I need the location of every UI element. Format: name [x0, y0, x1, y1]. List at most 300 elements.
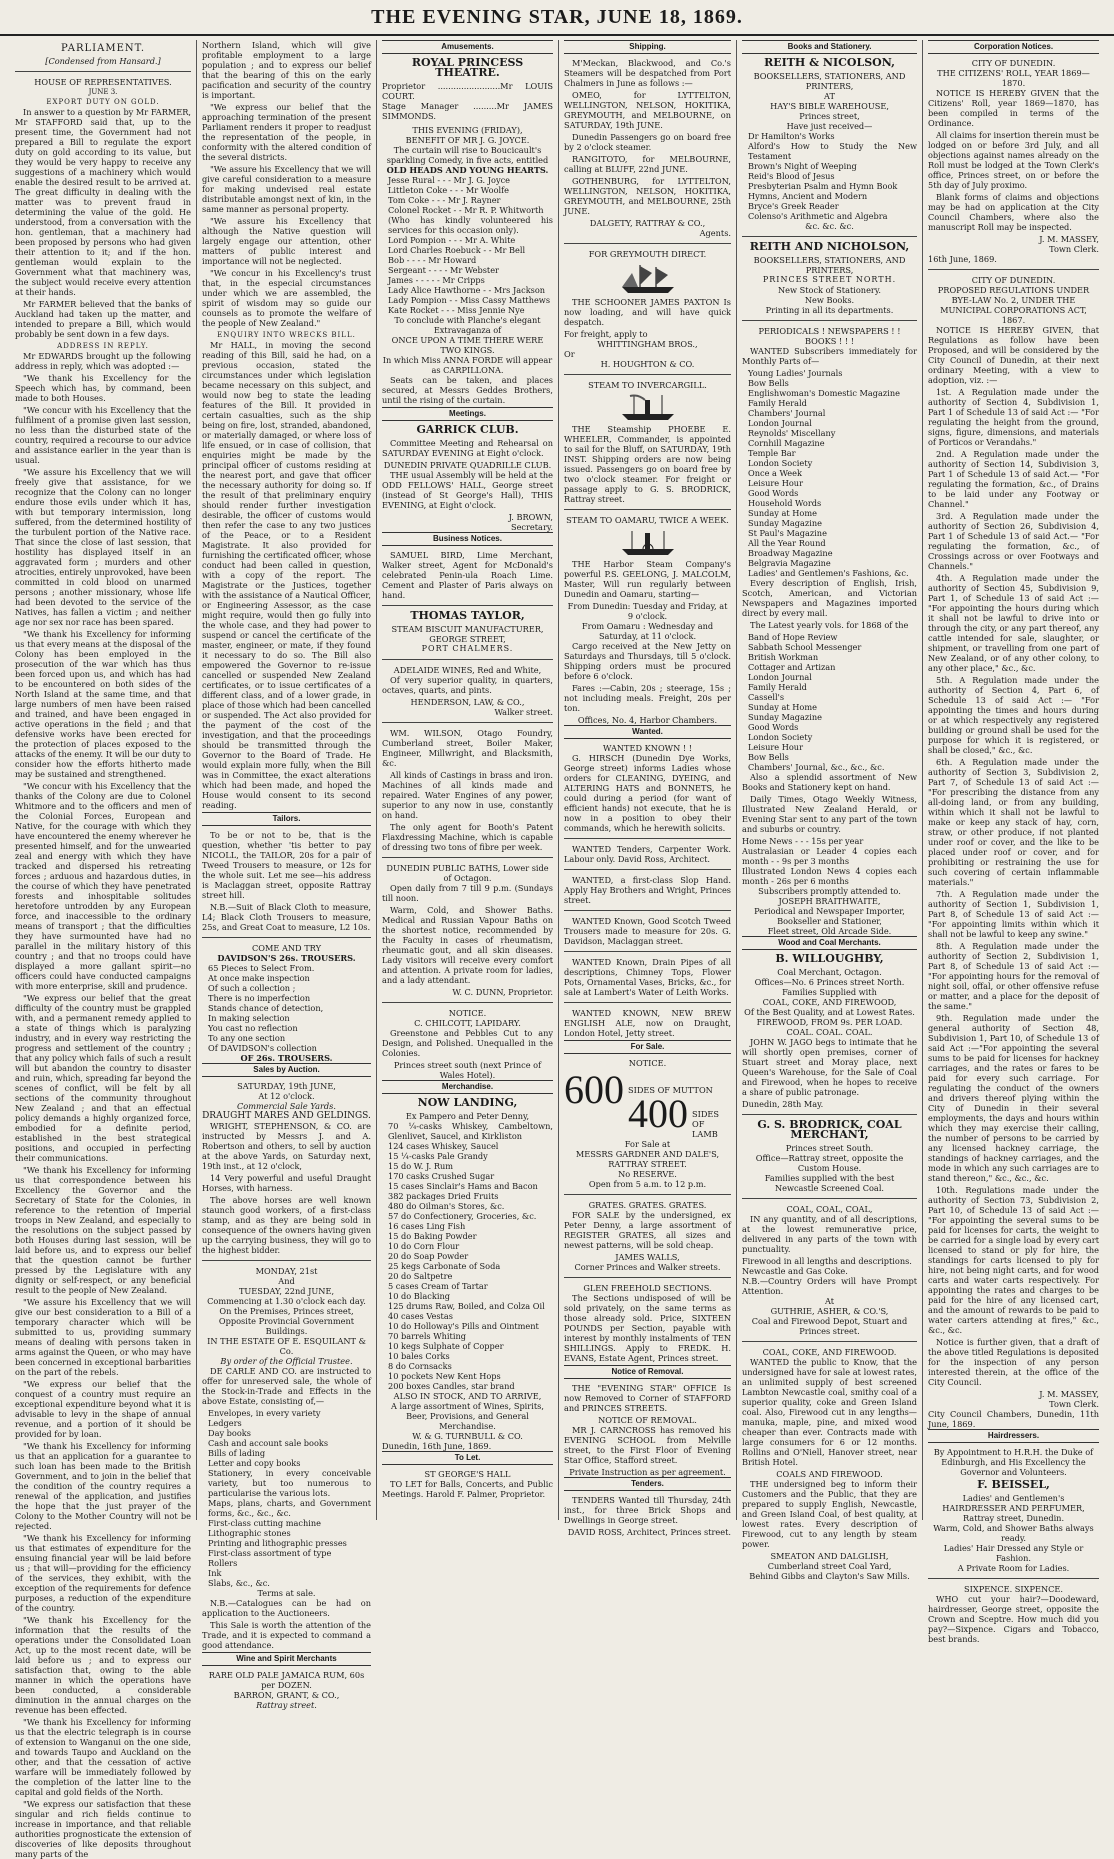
new-books: New Books. — [804, 295, 855, 305]
goods-item: 70 barrels Whiting — [388, 1331, 466, 1341]
glen-text: The Sections undisposed of will be sold privately, on the same terms as those already sold. Price, SIXTEEN POUNDS per Section, payable with interest by monthly instalments of TEN SHILLINGS. Apply to FREDK. H. EVANS, Estate Agent, Princes street. — [564, 1293, 731, 1363]
goods-item: 15 ¼-casks Pale Grandy — [388, 1151, 488, 1161]
oamaru: STEAM TO OAMARU, TWICE A WEEK. — [566, 515, 729, 525]
rattray-dunedin: Rattray street, Dunedin. — [962, 1513, 1065, 1523]
goods-item: 40 cases Vestas — [388, 1311, 453, 1321]
also-in-stock: ALSO IN STOCK, AND TO ARRIVE, — [393, 1391, 542, 1401]
adelaide: ADELAIDE WINES, Red and White, — [393, 665, 542, 675]
sixpence: SIXPENCE. SIXPENCE. — [964, 1584, 1063, 1594]
stock-item: Cash and account sale books — [208, 1438, 329, 1448]
article-paragraph: "We assure his Excellency that we will give our best consideration to a Bill of a temporary character which will be submitted to us, providing summary means of dealing with persons taken in arms against the Queen, or who may have been concerned in exceptional barbarities on the part of the rebels. — [15, 1297, 191, 1377]
masthead — [0, 6, 1114, 36]
lamb-label: SIDES OF LAMB — [692, 1109, 719, 1139]
regulation-item: 10th. Regulations made under the authority of Section 73, Subdivision 2, Part 10, of Schedule 13 of said Act :— "For appointing the several sums to be paid for licenses for carts, the weight to be carried for a single load by every cart licensed to stand or ply for hire, the standings for carts licensed to ply for hire, not being night carts, and for wood carts and water carts respectively. For appointing the rates and charges to be paid for the hire of any licensed cart, and the amount of rewards to be paid to water carters attending at fires," &c., &c., &c. — [928, 1185, 1099, 1335]
yearly-item: Leisure Hour — [748, 742, 803, 752]
order: By order of the Official Trustee. — [220, 1356, 353, 1366]
printing: Printing in all its departments. — [765, 305, 894, 315]
goods-list — [382, 1121, 553, 1391]
to-let-text: TO LET for Balls, Concerts, and Public Meetings. Harold F. Palmer, Proprietor. — [382, 1479, 553, 1499]
regulation-item: 1st. A Regulation made under the authority of Section 4, Subdivision 1, Part 1 of Schedule 13 of said Act :— "For regulating the height from the ground, signs, figure, dimensions, and materials of Porticos or Verandahs." — [928, 387, 1099, 447]
hays: HAY'S BIBLE WAREHOUSE, — [770, 101, 889, 111]
section-hairdressers: Hairdressers. — [928, 1429, 1099, 1443]
magazine-item: All the Year Round — [748, 538, 826, 548]
section-tailors: Tailors. — [202, 812, 371, 826]
newcastle: Families supplied with the best Newcastle Screened Coal. — [764, 1173, 895, 1193]
conclude: To conclude with Planche's elegant Extravaganza of — [394, 315, 541, 335]
magazine-item: Household Words — [748, 498, 822, 508]
magazine-item: Sunday at Home — [748, 508, 817, 518]
braithwaite-2: Periodical and Newspaper Importer, Bookseller and Stationer, — [754, 906, 905, 926]
open-hours: Open from 5 a.m. to 12 p.m. — [588, 1179, 707, 1189]
mutton-row — [564, 1067, 731, 1112]
yearly-item: Family Herald — [748, 682, 807, 692]
wanted-ad: WANTED Known, Drain Pipes of all descriptions, Chimney Tops, Flower Pots, Ornamental Vases, Bricks, &c., for sale at Lambert's Water of Leith Works. — [564, 957, 731, 997]
stock-item: Day books — [208, 1428, 251, 1438]
for-sale-at: For Sale at — [624, 1139, 671, 1149]
goods-item: 125 drums Raw, Boiled, and Colza Oil — [388, 1301, 545, 1311]
article-paragraph: Mr HALL, in moving the second reading of this Bill, said he had, on a previous occasion, stated the circumstances under which legislation became necessary on this subject, and would now beg to state the leading features of the Bill. It provided in certain casualties, such as the ship being on fire, lost, stranded, abandoned, or materially damaged, or where loss of life ensued, or in case of collision, that enquiries might be made by the principal officer of customs residing at the nearest port, and gave that officer the necessary authority for doing so. If the result of that preliminary enquiry should render further investigation desirable, the officer of customs would then refer the case to any two justices of the Peace, or to a Resident Magistrate. It also provided for furnishing the certificated officer, whose conduct had been called in question, with a copy of the report. The Magistrate or the Justices, together with the assistance of a Nautical Officer, or Engineering Assessor, as the case might require, would then go fully into the whole case, and they had power to suspend or cancel the certificate of the master, engineer, or mate, if they found it necessary to do so. The Bill also empowered the Governor to re-issue cancelled or suspended New Zealand certificates, or to issue certificates of a different class, and of a lower grade, in place of those which had been cancelled or suspended. The Act also provided for the payment of the cost of the investigation, and that the proceedings should be transmitted through the Governor to the Board of Trade. He would explain more fully, when the Bill was in Committee, the exact alterations which had been made, and hoped the House would consent to its second reading. — [202, 340, 371, 810]
estate: IN THE ESTATE OF E. ESQUILANT & Co. — [207, 1336, 366, 1356]
verse-line: To any one section — [208, 1033, 286, 1043]
manager-line: Stage Manager .........Mr JAMES SIMMONDS. — [382, 101, 553, 121]
book-item: Hymns, Ancient and Modern — [748, 191, 868, 201]
terms: Terms at sale. — [257, 1588, 316, 1598]
yearly-item: Sunday Magazine — [748, 712, 822, 722]
section-merchandise: Merchandise. — [382, 1080, 553, 1094]
from-dunedin: From Dunedin: Tuesday and Friday, at 9 o'clock. — [567, 601, 728, 621]
house-heading: HOUSE OF REPRESENTATIVES. — [34, 77, 172, 87]
divider — [564, 869, 731, 870]
article-paragraph: "We concur with his Excellency that the fulfilment of a promise given last session, no less than the disturbed state of the country, required a recourse to our advice and assistance earlier in the year than is usual. — [15, 405, 191, 465]
home-news-rate: Home News - - - 15s per year — [742, 836, 864, 846]
curtain-note: The curtain will rise to Boucicault's sparkling Comedy, in five acts, entitled — [386, 145, 549, 165]
rattray-street: Rattray street. — [256, 1700, 317, 1710]
secretary: Secretary. — [510, 522, 553, 532]
date-june16: 16th June, 1869. — [928, 254, 997, 264]
come-and-try: COME AND TRY — [252, 943, 321, 953]
willoughby: B. WILLOUGHBY, — [775, 952, 884, 965]
city-heading-2: CITY OF DUNEDIN. — [971, 275, 1056, 285]
verse-line: Of DAVIDSON's collection — [208, 1043, 317, 1053]
monday: MONDAY, 21st — [255, 1266, 318, 1276]
article-paragraph: "We thank his Excellency for informing us that correspondence between his Excellency the Governor and the Secretary of State for the Colonies, in reference to the retention of Imperial troops in New Zealand, and especially to the resolutions on the subject passed by both Houses during last session, will be laid before us, and to express our belief that the question cannot be further pressed by the Legislature with any dignity or self-respect, or any beneficial result to the people of New Zealand. — [15, 1165, 191, 1295]
no-reserve: No RESERVE. — [618, 1169, 677, 1179]
magazine-item: Temple Bar — [748, 448, 796, 458]
dunpass: Dunedin Passengers go on board free by 2 o'clock steamer. — [564, 132, 731, 152]
walker: Walker street. — [494, 707, 553, 717]
magazine-item: Family Herald — [748, 398, 807, 408]
agents: Agents. — [699, 228, 731, 238]
australasian-rate: Australasian or Leader 4 copies each month - - 9s per 3 months — [742, 846, 917, 866]
column-four — [558, 40, 736, 1537]
draught-heading: DRAUGHT MARES AND GELDINGS. — [202, 1111, 371, 1121]
cast-item: Lady Alice Hawthorne - - Mrs Jackson — [388, 285, 546, 295]
parliament-heading: PARLIAMENT. — [60, 43, 146, 54]
guthrie: GUTHRIE, ASHER, & CO.'S, — [770, 1306, 889, 1316]
cast-item: Lady Pompion - - Miss Cassy Matthews — [388, 295, 551, 305]
divider — [564, 951, 731, 952]
ladies-gentlemen: Ladies' and Gentlemen's — [962, 1493, 1065, 1503]
quadrille-text: THE usual Assembly will be held at the ODD FELLOWS' HALL, George street (instead of St George's Hall), THIS EVENING, at Eight o'clock. — [382, 470, 553, 510]
thomas-taylor: THOMAS TAYLOR, — [410, 609, 525, 622]
goods-item: 170 casks Crushed Sugar — [388, 1171, 495, 1181]
article-paragraph: "We assure his Excellency that we will give careful consideration to a measure for making undevised real estate distributable amongst next of kin, in the same manner as personal property. — [202, 164, 371, 214]
also-assortment: Also a splendid assortment of New Books and Stationery kept on hand. — [742, 772, 917, 792]
brodrick: G. S. BRODRICK, COAL MERCHANT, — [757, 1118, 902, 1141]
glen-heading: GLEN FREEHOLD SECTIONS. — [583, 1283, 712, 1293]
article-paragraph: "We thank his Excellency for informing us that the electric telegraph is in course of extension to Wanganui on the one side, and towards Taupo and Auckland on the other, and that the cessation of active warfare will be immediately followed by the completion of the latter line to the capital and gold fields of the North. — [15, 1717, 191, 1797]
best-quality: Of the Best Quality, and at Lowest Rates. — [744, 1007, 915, 1017]
magazine-item: Sunday Magazine — [748, 518, 822, 528]
whittingham: WHITTINGHAM BROS., — [597, 339, 698, 349]
tenders-text: TENDERS Wanted till Thursday, 24th inst., for three Brick Shops and Dwellings in George street. — [564, 1495, 731, 1525]
smeaton: SMEATON AND DALGLISH, — [770, 1551, 889, 1561]
lamb-count: 400 — [628, 1091, 688, 1136]
and: And — [278, 1276, 295, 1286]
coal-x3: COAL, COAL, COAL, — [786, 1204, 873, 1214]
nb: N.B.—Catalogues can be had on application to the Auctioneers. — [202, 1598, 371, 1618]
or: Or — [564, 349, 575, 359]
column-five — [736, 40, 922, 1581]
stock-list — [202, 1408, 371, 1588]
article-paragraph: "We thank his Excellency for the Speech which has, by command, been made to both Houses. — [15, 373, 191, 403]
barron: BARRON, GRANT, & CO., — [233, 1690, 340, 1700]
article-paragraph: "We thank his Excellency for informing us that estimates of expenditure for the ensuing financial year will be laid before us ; that will—providing for the efficiency of the services, they exhibit, with the exception of the requirements for defence purposes, a reduction of the expenditure of the country. — [15, 1533, 191, 1613]
premises: On the Premises, Princes street, Opposite Provincial Government Buildings. — [218, 1306, 355, 1336]
dalgety: DALGETY, RATTRAY & CO., — [589, 218, 706, 228]
gas-coke: Newcastle and Gas Coke. — [742, 1266, 848, 1276]
newspaper-title: THE EVENING STAR, JUNE 18, 1869. — [371, 6, 743, 28]
mutton-label: SIDES OF MUTTON — [628, 1085, 713, 1095]
city-heading: CITY OF DUNEDIN. — [971, 58, 1056, 68]
wanted-subscribers: WANTED Subscribers immediately for Monthly Parts of— — [742, 346, 917, 366]
coal-coal: COAL. COAL. COAL. — [786, 1027, 873, 1037]
article-paragraph: "We thank his Excellency for the information that the results of the operations under the Consolidated Loan Act, up to the most recent date, will be laid before us ; and to express our satisfaction that, owing to the able manner in which the operations have been conducted, a considerable diminution in the annual charges on the revenue has been effected. — [15, 1615, 191, 1715]
verse-line: In making selection — [208, 1013, 290, 1023]
article-paragraph: "We concur in his Excellency's trust that, in the especial circumstances under which we are assembled, the spirit of wisdom may so guide our counsels as to promote the welfare of the people of New Zealand." — [202, 268, 371, 328]
column-parliament — [10, 40, 196, 1859]
booksellers: BOOKSELLERS, STATIONERS, AND PRINTERS, — [753, 71, 906, 91]
steamship-icon — [618, 392, 678, 422]
geelong: THE Harbor Steam Company's powerful P.S. GEELONG, J. MALCOLM, Master, Will run regularly between Dunedin and Oamaru, starting— — [564, 559, 731, 599]
coal-merchant: Coal Merchant, Octagon. — [777, 967, 882, 977]
adelaide2: Of very superior quality, in quarters, octaves, quarts, and pints. — [382, 675, 553, 695]
etc: &c. &c. &c. — [805, 221, 854, 231]
paddle-steamer-icon — [618, 527, 678, 557]
hirsch: G. HIRSCH (Dunedin Dye Works, George street) informs Ladies whose orders for CLEANING, DYEING, and ALTERING HATS and BONNETS, he could during a period (for want of efficient hands) not execute, that he is now in a position to obey their commands, which he herewith solicits. — [564, 753, 731, 833]
divider — [928, 269, 1099, 270]
theatre-heading: ROYAL PRINCESS THEATRE. — [411, 56, 524, 79]
new-stock: New Stock of Stationery. — [778, 285, 881, 295]
princes-south: Princes street South. — [785, 1143, 874, 1153]
date-line: JUNE 3. — [88, 88, 118, 96]
cast-item: Lord Charles Roebuck - - Mr Bell — [388, 245, 526, 255]
dunn: W. C. DUNN, Proprietor. — [452, 987, 553, 997]
verse-line: Stands chance of detection, — [208, 1003, 324, 1013]
goods-item: 20 do Saltpetre — [388, 1271, 453, 1281]
stock-item: First-class cutting machine — [208, 1518, 321, 1528]
massey: J. M. MASSEY, — [1039, 234, 1099, 244]
removal-heading: NOTICE OF REMOVAL. — [598, 1415, 697, 1425]
houghton: H. HOUGHTON & CO. — [600, 359, 695, 369]
magazine-item: Chambers' Journal — [748, 408, 826, 418]
magazine-item: Good Words — [748, 488, 799, 498]
cast-item: James - - - - - Mr Cripps — [388, 275, 485, 285]
commencing: Commencing at 1.30 o'clock each day. — [207, 1296, 366, 1306]
notice-para: Blank forms of claims and objections may be had on application at the City Council Chambers, where also the manuscript Roll may be inspected. — [928, 192, 1099, 232]
notice: NOTICE. — [628, 1058, 667, 1068]
reith-heading: REITH & NICOLSON, — [764, 56, 895, 69]
article-paragraph: "We thank his Excellency for informing us that an application for a guarantee to such loan has been made to the British Government, and to join in the belief that the condition of the country requires a renewal of the application, and justifies the hope that the just prayer of the Colony to the Mother Country will not be rejected. — [15, 1441, 191, 1531]
cargo: Cargo received at the New Jetty on Saturdays and Thursdays, till 5 o'clock. Shipping orders must be procured before 6 o'clock. — [564, 641, 731, 681]
chilcott2: Greenstone and Pebbles Cut to any Design, and Polished. Unequalled in the Colonies. — [382, 1028, 553, 1058]
divider — [564, 1002, 731, 1003]
verse-line: There is no imperfection — [208, 993, 311, 1003]
booksellers-2: BOOKSELLERS, STATIONERS, AND PRINTERS, — [753, 255, 906, 275]
who-cut: WHO cut your hair?—Doodeward, hairdresser, George street, opposite the Crown and Sceptre. How much did you pay?—Sixpence. Cigars and Tobacco, best brands. — [928, 1594, 1099, 1644]
stock-item: Ledgers — [208, 1418, 242, 1428]
this-evening: THIS EVENING (FRIDAY), — [412, 125, 523, 135]
grates-heading: GRATES. GRATES. GRATES. — [588, 1200, 707, 1210]
goods-item: 57 do Confectionery, Groceries, &c. — [388, 1211, 537, 1221]
regulation-item: 6th. A Regulation made under the authority of Section 3, Subdivision 2, Part 7, of Schedule 13 of said Act :— "For prescribing the distance from any all-doing land, or from any building, within which it shall not be lawful to make or keep any stack of hay, corn, straw, or other produce, if not planted under roof or cover, and the like to be placed under roof or cover, and for prohibiting or restraining the use for such covering of certain inflammable materials." — [928, 757, 1099, 887]
braithwaite: JOSEPH BRAITHWAITE, — [778, 896, 881, 906]
subheading-wrecks: ENQUIRY INTO WRECKS BILL. — [217, 331, 356, 339]
proprietor-line: Proprietor ........................Mr LOUIS COURT. — [382, 81, 553, 101]
auction-text: WRIGHT, STEPHENSON, & CO. are instructed by Messrs J. and A. Robertson and others, to sell by auction at the above Yards, on Saturday next, 19th inst., at 12 o'clock, — [202, 1121, 371, 1171]
any-quantity: IN any quantity, and of all descriptions, at the lowest remunerative price, delivered in any parts of the town with punctuality. — [742, 1214, 917, 1254]
goods-item: 8 do Cornsacks — [388, 1361, 452, 1371]
george-street: GEORGE STREET, — [429, 634, 506, 644]
goods-item: 15 cases Sinclair's Hams and Bacon — [388, 1181, 538, 1191]
book-item: Reid's Blood of Jesus — [748, 171, 835, 181]
cast-item: Bob - - - - Mr Howard — [388, 255, 477, 265]
yearly-item: Cottager and Artizan — [748, 662, 836, 672]
column-two — [196, 40, 376, 1710]
goods-item: 25 kegs Carbonate of Soda — [388, 1261, 501, 1271]
verse-line: You cast no reflection — [208, 1023, 298, 1033]
article-paragraph: Mr FARMER believed that the banks of Auckland had taken up the matter, and intended to prepare a Bill, which would probably be sent down in a few days. — [15, 299, 191, 339]
davidson-verse — [202, 963, 371, 1053]
turnbull: W. & G. TURNBULL & CO. — [412, 1431, 523, 1441]
divider — [202, 1260, 371, 1261]
yearly-vols: The Latest yearly vols. for 1868 of the — [750, 620, 909, 630]
divider — [382, 722, 553, 723]
book-item: Bryce's Greek Reader — [748, 201, 839, 211]
from-oamaru: From Oamaru : Wednesday and Saturday, at 11 o'clock. — [581, 621, 714, 641]
goods-item: 480 do Oilman's Stores, &c. — [388, 1201, 505, 1211]
stock-item: Lithographic stones — [208, 1528, 291, 1538]
wilson3: The only agent for Booth's Patent Flaxdressing Machine, which is capable of dressing two tons of fibre per week. — [382, 822, 553, 852]
tailor-ad-nb: N.B.—Suit of Black Cloth to measure, L4; Black Cloth Trousers to measure, 25s, and Great Coat to measure, L2 10s. — [202, 902, 371, 932]
divider — [564, 910, 731, 911]
wilson2: All kinds of Castings in brass and iron. Machines of all kinds made and repaired. Water Engines of any power, superior to any now in use, constantly on hand. — [382, 770, 553, 820]
cast-item: Tom Coke - - - Mr J. Rayner — [388, 195, 501, 205]
dunedin-date: Dunedin, 16th June, 1869. — [382, 1441, 492, 1451]
divider — [742, 1198, 917, 1199]
phoebe: THE Steamship PHOEBE E. WHEELER, Commander, is appointed to sail for the Bluff, on SATURDAY, 19th INST. Shipping orders are now being issued. Passengers go on board free by two o'clock steamer. For freight or passage apply to G. S. BRODRICK, Rattray street. — [564, 424, 731, 504]
auction-time: At 12 o'clock. — [258, 1091, 315, 1101]
books-list — [742, 131, 917, 221]
roll-heading: THE CITIZENS' ROLL, YEAR 1869—1870. — [937, 68, 1090, 88]
goods-item: 10 pockets New Kent Hops — [388, 1371, 501, 1381]
section-business: Business Notices. — [382, 532, 553, 546]
princes-north: PRINCES STREET NORTH. — [762, 275, 897, 284]
once: ONCE UPON A TIME THERE WERE TWO KINGS. — [391, 335, 544, 355]
garrick-club: GARRICK CLUB. — [416, 423, 519, 436]
stock-item: Stationery, in every conceivable variety, but too numerous to particularise the various lots. — [208, 1468, 371, 1498]
section-wine: Wine and Spirit Merchants — [202, 1652, 371, 1666]
section-amusements: Amusements. — [382, 40, 553, 54]
rattray: RATTRAY STREET. — [608, 1159, 687, 1169]
magazines-list — [742, 368, 917, 578]
article-paragraph: "We concur with his Excellency that the thanks of the Colony are due to Colonel Whitmore and to the officers and men of the Colonial Forces, European and Native, for the courage with which they have encountered the enemy wherever he presented himself, and for the unwearied zeal and energy with which they have tracked and dispersed his retreating forces ; arduous and hazardous duties, in the course of which they have penetrated forests and inhospitable solitudes heretofore untrodden by any European force, and inaccessible to the ordinary means of transport ; that the difficulties they have surmounted have had no parallel in the military history of this country ; and that no troops could have displayed a more gallant spirit—no officers could have conducted campaigns with more enterprise, skill and prudence. — [15, 781, 191, 991]
town-clerk: Town Clerk. — [1049, 244, 1099, 254]
quadrille: DUNEDIN PRIVATE QUADRILLE CLUB. — [383, 460, 552, 470]
cast-item: Jesse Rural - - - Mr J. G. Joyce — [388, 175, 511, 185]
ross: DAVID ROSS, Architect, Princes street. — [567, 1527, 731, 1537]
fares: Fares :—Cabin, 20s ; steerage, 15s ; not including meals. Freight, 20s per ton. — [564, 683, 731, 713]
wanted-known: WANTED KNOWN ! ! — [602, 743, 693, 753]
section-books: Books and Stationery. — [742, 40, 917, 54]
cast-item: Kate Rocket - - - Miss Jennie Nye — [388, 305, 525, 315]
coal-coke: COAL, COKE, AND FIREWOOD, — [762, 997, 897, 1007]
goods-item: 10 do Corn Flour — [388, 1241, 460, 1251]
regulations-list — [928, 387, 1099, 1335]
ex-ships: Ex Pampero and Peter Denny, — [405, 1111, 530, 1121]
offices-princes: Offices—No. 6 Princes street North. — [754, 977, 905, 987]
goods-item: 20 do Soap Powder — [388, 1251, 469, 1261]
biscuit: STEAM BISCUIT MANUFACTURER, — [391, 624, 544, 634]
beissel: F. BEISSEL, — [977, 1478, 1050, 1491]
goods-item: 5 cases Cream of Tartar — [388, 1281, 488, 1291]
proposed-heading: PROPOSED REGULATIONS UNDER BYE-LAW No. 2, UNDER THE MUNICIPAL CORPORATIONS ACT, 1867. — [937, 285, 1090, 325]
regulation-item: 3rd. A Regulation made under the authority of Section 26, Subdivision 4, Part 1 of Schedule 13 of said Act.— "For regulating the formation, &c., of Crossings across or over Footways and Channels." — [928, 511, 1099, 571]
princes-street: Princes street, — [799, 111, 860, 121]
notice-para: NOTICE IS HEREBY GIVEN that the Citizens' Roll, year 1869—1870, has been compiled in terms of the Ordinance. — [928, 88, 1099, 128]
article-paragraph: "We thank his Excellency for informing us that every means at the disposal of the Colony has been employed in the prosecution of the war which has thus been forced upon us, and which has had to be encountered on both sides of the North Island at the same time, and that large numbers of men have been raised and trained, and have been engaged in active operations in the field ; and that defensive works have been erected for the protection of places exposed to the attacks of the enemy. It will be our duty to consider how the efforts hitherto made may be sustained and strengthened. — [15, 629, 191, 779]
auction-date: SATURDAY, 19th JUNE, — [237, 1081, 336, 1091]
hair-dressed: Ladies' Hair Dressed any Style or Fashion. — [943, 1543, 1084, 1563]
wanted-ad: WANTED KNOWN, NEW BREW ENGLISH ALE, now on Draught, London Hotel, Jetty street. — [564, 1008, 731, 1038]
mutton-count: 600 — [564, 1067, 624, 1112]
divider — [928, 1578, 1099, 1579]
divider — [742, 236, 917, 237]
book-item: Colenso's Arithmetic and Algebra — [748, 211, 888, 221]
divider — [564, 374, 731, 375]
invercargill: STEAM TO INVERCARGILL. — [588, 380, 707, 390]
gardner: MESSRS GARDNER AND DALE'S, — [575, 1149, 720, 1159]
stock-item: Printing and lithographic presses — [208, 1538, 347, 1548]
baths2: Open daily from 7 till 9 p.m. (Sundays till noon. — [382, 883, 553, 903]
cast-item: Lord Pompion - - - Mr A. White — [388, 235, 516, 245]
column-three — [376, 40, 558, 1520]
greymouth: FOR GREYMOUTH DIRECT. — [588, 249, 707, 259]
goods-item: 16 cases Ling Fish — [388, 1221, 466, 1231]
goods-item: 70 ¼-casks Whiskey, Cambeltown, Glenlivet, Saucel, and Kirkliston — [388, 1121, 553, 1141]
section-shipping: Shipping. — [564, 40, 731, 54]
auction-venue: Commercial Sale Yards. — [237, 1101, 336, 1111]
baths: Warm, Cold, and Shower Baths always ready. — [933, 1523, 1094, 1543]
stock-item: First-class assortment of type — [208, 1548, 332, 1558]
baths-heading: DUNEDIN PUBLIC BATHS, Lower side of Octagon. — [386, 863, 549, 883]
wanted-ad: WANTED Known, Good Scotch Tweed Trousers made to measure for 20s. G. Davidson, Maclaggan street. — [564, 916, 731, 946]
have-received: Have just received— — [786, 121, 873, 131]
decarle: DE CARLE AND CO. are instructed to offer for unreserved sale, the whole of the Stock-in-Trade and Effects in the above Estate, consisting of,— — [202, 1366, 371, 1406]
divider — [564, 838, 731, 839]
offices: Offices, No. 4, Harbor Chambers. — [577, 715, 718, 725]
regulation-item: 7th. A Regulation made under the authority of Section 1, Subdivision 1, Part 8, of Schedule 13 of said Act :— "For appointing limits within which it shall not be lawful to keep any swine." — [928, 889, 1099, 939]
divider — [564, 243, 731, 244]
article-paragraph: "We express our belief that the approaching termination of the present Parliament renders it proper to readjust the representation of the people, in conformity with the altered condition of the several districts. — [202, 102, 371, 162]
benefit: BENEFIT OF MR J. G. JOYCE. — [405, 135, 530, 145]
families: Families Supplied with — [782, 987, 877, 997]
magazine-item: Cornhill Magazine — [748, 438, 825, 448]
goods-item: 10 kegs Sulphate of Copper — [388, 1341, 504, 1351]
yearly-item: London Journal — [748, 672, 812, 682]
walls: JAMES WALLS, — [615, 1252, 680, 1262]
section-to-let: To Let. — [382, 1451, 553, 1465]
brown: J. BROWN, — [508, 512, 553, 522]
nb2: This Sale is worth the attention of the Trade, and it is expected to command a good attendance. — [202, 1620, 371, 1650]
verse-line: Of such a collection ; — [208, 983, 296, 993]
book-item: Presbyterian Psalm and Hymn Book — [748, 181, 898, 191]
wilson: WM. WILSON, Otago Foundry, Cumberland street, Boiler Maker, Engineer, Millwright, and Blacksmith, &c. — [382, 728, 553, 768]
private-room: A Private Room for Ladies. — [957, 1563, 1070, 1573]
regulation-item: 4th. A Regulation made under the authority of Section 45, Subdivision 9, Part 1, of Schedule 13 of said Act :— "For appointing the hours during which it shall not be lawful to drive into or through the city, or any part thereof, any cattle intended for sale, slaughter, or shipment, or travelling from one part of New Zealand, or of any other colony, to any other place," &c., &c. — [928, 573, 1099, 673]
divider — [202, 937, 371, 938]
mmeckan: M'Meckan, Blackwood, and Co.'s Steamers will be despatched from Port Chalmers in June as follows :— — [564, 58, 731, 88]
freight: For freight, apply to — [564, 329, 648, 339]
hairdresser: HAIRDRESSER AND PERFUMER, — [942, 1503, 1085, 1513]
yearly-item: Sabbath School Messenger — [748, 642, 862, 652]
wanted-ad: WANTED, a first-class Slop Hand. Apply Hay Brothers and Wright, Princes street. — [564, 875, 732, 905]
seats: Seats can be taken, and places secured, at Messrs Geddes Brothers, until the rising of the curtain. — [382, 375, 553, 405]
magazine-item: Belgravia Magazine — [748, 558, 831, 568]
subheading-address: ADDRESS IN REPLY. — [57, 342, 149, 350]
cast-item: (Who has kindly volunteered his services for this occasion only). — [388, 215, 553, 235]
book-item: Brown's Night of Weeping — [748, 161, 857, 171]
yearly-item: Sunday at Home — [748, 702, 817, 712]
goods-item: 382 packages Dried Fruits — [388, 1191, 499, 1201]
baths3: Warm, Cold, and Shower Baths. Medical and Russian Vapour Baths on the shortest notice, recommended by the Faculty in cases of rheumatism, rheumatic gout, and all skin diseases. Lady visitors will receive every comfort and attention. A private room for ladies, and a lady attendant. — [382, 905, 553, 985]
magazine-item: Leisure Hour — [748, 478, 803, 488]
auction-text: 14 Very powerful and useful Draught Horses, with harness. — [202, 1173, 371, 1193]
tuesday: TUESDAY, 22nd JUNE, — [238, 1286, 335, 1296]
committee: Committee Meeting and Rehearsal on SATURDAY EVENING at Eight o'clock. — [382, 438, 553, 458]
st-georges-hall: ST GEORGE'S HALL — [424, 1469, 511, 1479]
subscribers: Subscribers promptly attended to. — [758, 886, 901, 896]
parliament-subtitle: [Condensed from Hansard.] — [45, 56, 161, 66]
magazine-item: St Paul's Magazine — [748, 528, 827, 538]
divider — [15, 71, 191, 72]
yearly-item: Chambers' Journal, &c., &c., &c. — [748, 762, 885, 772]
magazine-item: Ladies' and Gentlemen's Fashions, &c. — [748, 568, 909, 578]
auction-text: The above horses are well known staunch good workers, of a first-class stamp, and as they are being sold in consequence of the owners having given up the carrying business, they will go to the highest bidder. — [202, 1195, 371, 1255]
yearly-item: Bow Bells — [748, 752, 789, 762]
assortment: A large assortment of Wines, Spirits, Beer, Provisions, and General Merchandise. — [391, 1401, 544, 1431]
divider — [564, 1277, 731, 1278]
verse-line: At once make inspection — [208, 973, 310, 983]
section-meetings: Meetings. — [382, 407, 553, 421]
star-office: THE "EVENING STAR" OFFICE Is now Removed to Corner of STAFFORD and PRINCES STREETS. — [564, 1383, 731, 1413]
illustrated-rate: Illustrated London News 4 copies each month - 26s per 6 months — [742, 866, 917, 886]
section-auction: Sales by Auction. — [202, 1063, 371, 1077]
further-notice: Notice is further given, that a draft of the above titled Regulations is deposited for the inspection of any person interested therein, at the office of the City Council. — [928, 1337, 1099, 1387]
magazine-item: London Society — [748, 458, 813, 468]
section-tenders: Tenders. — [564, 1477, 731, 1491]
rangitoto: RANGITOTO, for MELBOURNE, calling at BLUFF, 22nd JUNE. — [564, 154, 731, 174]
